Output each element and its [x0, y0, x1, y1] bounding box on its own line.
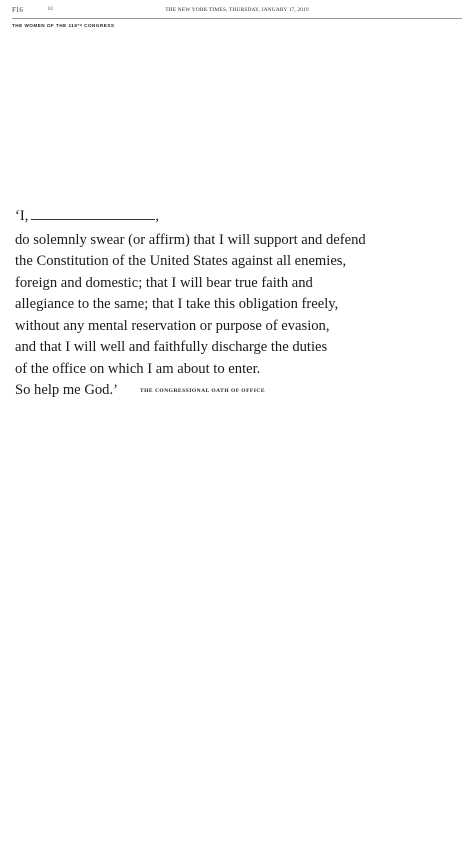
page-header: [12, 6, 462, 18]
oath-line: foreign and domestic; that I will bear true faith and: [15, 274, 313, 291]
oath-line: without any mental reservation or purpose of evasion,: [15, 317, 330, 334]
oath-attribution: THE CONGRESSIONAL OATH OF OFFICE: [139, 388, 266, 394]
page-mark: 02: [48, 7, 53, 12]
oath-line: and that I will well and faithfully discharge the duties: [15, 339, 328, 355]
oath-opening-comma: ,: [155, 208, 160, 224]
section-label: [12, 23, 114, 28]
section-label-superscript: TH: [77, 22, 83, 27]
oath-closing-line: [15, 380, 465, 403]
header-rule: [12, 18, 462, 19]
page-number: F16: [12, 6, 23, 14]
section-label-prefix: THE WOMEN OF THE 116: [12, 23, 78, 28]
oath-line: do solemnly swear (or affirm) that I will support and defend: [15, 231, 366, 248]
masthead: THE NEW YORK TIMES, THURSDAY, JANUARY 17, 2019: [165, 7, 309, 13]
oath-line: of the office on which I am about to enter.: [15, 360, 261, 377]
oath-opening-text: ‘I,: [15, 208, 29, 224]
name-blank-line: [31, 207, 155, 220]
oath-closing: So help me God.’: [15, 382, 118, 398]
section-label-suffix: CONGRESS: [82, 23, 115, 28]
oath-text: [15, 206, 465, 403]
oath-opening: [15, 206, 465, 228]
oath-line: allegiance to the same; that I take this obligation freely,: [15, 296, 339, 312]
oath-line: the Constitution of the United States against all enemies,: [15, 253, 347, 269]
